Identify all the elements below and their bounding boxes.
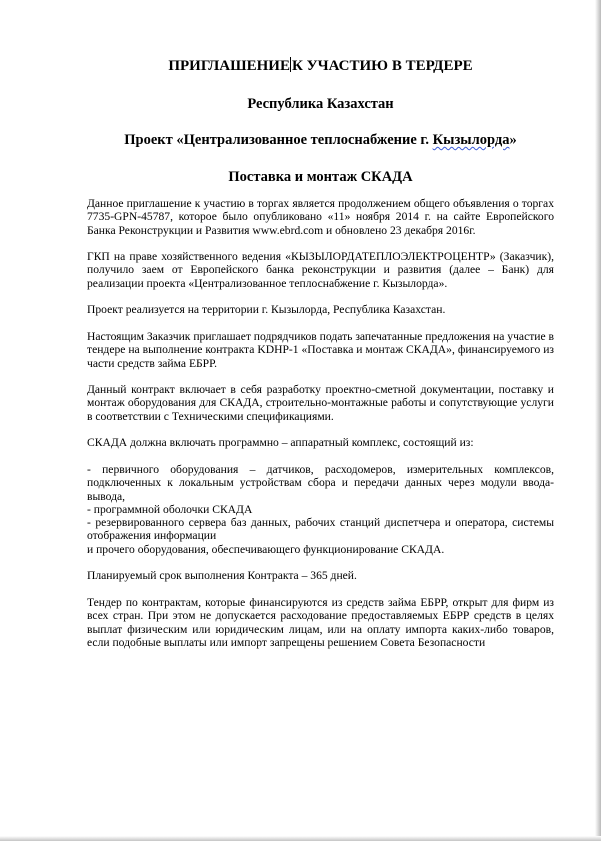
paragraph-tender-eligibility: Тендер по контрактам, которые финансируются из средств займа ЕБРР, открыт для фирм из всех стран. При этом не допускается расходование предоставляемых ЕБРР средств в целях выплат физическим или юридическим лицам, или на оплату импорта каких-либо товаров, если подобные выплаты или импорт запрещены решением Совета Безопасности <box>87 595 554 649</box>
paragraph-term: Планируемый срок выполнения Контракта – 365 дней. <box>87 569 357 583</box>
page-shadow-right <box>595 0 601 841</box>
list-item: - первичного оборудования – датчиков, расходомеров, измерительных комплексов, подключенных к локальным устройствам сбора и передачи данных через модули ввода-вывода, <box>87 462 554 503</box>
document-body <box>87 197 554 649</box>
paragraph-contract-scope: Данный контракт включает в себя разработку проектно-сметной документации, поставку и монтаж оборудования для СКАДА, строительно-монтажные работы и сопутствующие услуги в соответствии с Техническими спецификациями. <box>87 383 554 423</box>
subject-heading: Поставка и монтаж СКАДА <box>228 169 413 185</box>
paragraph-announcement: Данное приглашение к участию в торгах является продолжением общего объявления о торгах 7735-GPN-45787, которое было опубликовано «11» ноября 2014 г. на сайте Европейского Банка Реконструкции и Развития www.ebrd.com и обновлено 23 декабря 2016г. <box>87 197 554 237</box>
page-shadow-bottom <box>0 836 601 841</box>
list-item: и прочего оборудования, обеспечивающего функционирование СКАДА. <box>87 542 445 556</box>
project-city: Кызылорда <box>432 132 510 148</box>
project-suffix: » <box>509 132 517 148</box>
paragraph-invitation: Настоящим Заказчик приглашает подрядчиков подать запечатанные предложения на участие в тендере на выполнение контракта KDHP-1 «Поставка и монтаж СКАДА», финансируемого из части средств займа ЕБРР. <box>87 329 555 370</box>
paragraph-scada-intro: СКАДА должна включать программно – аппаратный комплекс, состоящий из: <box>87 436 474 450</box>
scada-component-list <box>87 463 554 556</box>
title-part-2: К УЧАСТИЮ В ТЕРДЕРЕ <box>291 58 473 74</box>
paragraph-territory: Проект реализуется на территории г. Кызылорда, Республика Казахстан. <box>87 303 446 317</box>
project-prefix: Проект «Централизованное теплоснабжение г. <box>124 132 433 148</box>
country-heading: Республика Казахстан <box>247 96 394 112</box>
list-item: - программной оболочки СКАДА <box>87 502 253 516</box>
project-heading <box>87 131 554 149</box>
list-item: - резервированного сервера баз данных, рабочих станций диспетчера и оператора, системы отображения информации <box>87 516 554 543</box>
title-part-1: ПРИГЛАШЕНИЕ <box>168 58 290 74</box>
document-title <box>87 57 554 75</box>
paragraph-loan: ГКП на праве хозяйственного ведения «КЫЗЫЛОРДАТЕПЛОЭЛЕКТРОЦЕНТР» (Заказчик), получило заем от Европейского банка реконструкции и развития (далее – Банк) для реализации проекта «Централизованное теплоснабжение г. Кызылорда». <box>87 250 554 290</box>
